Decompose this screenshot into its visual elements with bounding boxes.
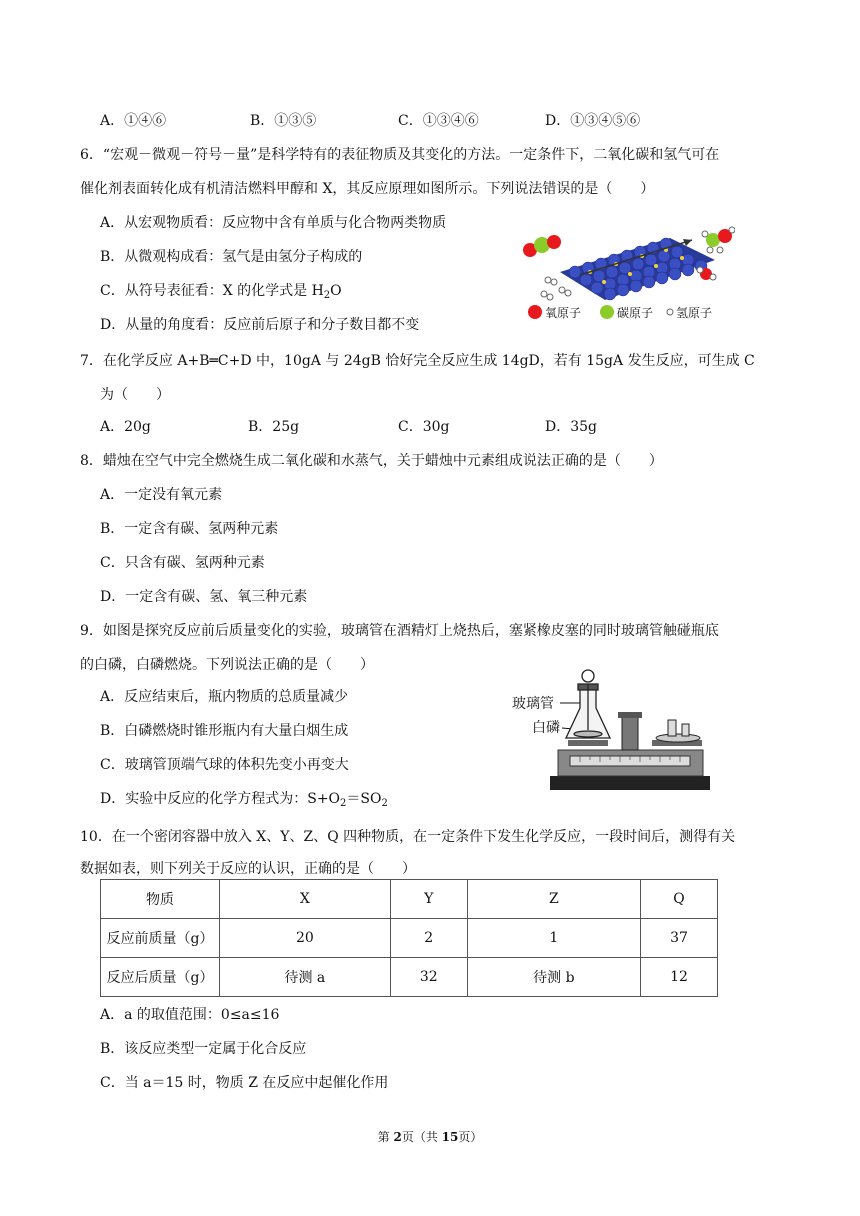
legend-hydrogen: 氢原子 [676,306,713,320]
q8-option-d: D．一定含有碳、氢、氧三种元素 [100,589,308,605]
label-white-phosphorus: 白磷 [532,720,560,736]
q8-stem: 8．蜡烛在空气中完全燃烧生成二氧化碳和水蒸气，关于蜡烛中元素组成说法正确的是（ ） [80,453,663,469]
q7-stem-line2: 为（ ） [100,387,170,403]
q9-option-d: D．实验中反应的化学方程式为：$S+O_2=SO_2$ [100,791,388,809]
q7-option-b: B．25g [248,419,300,435]
q9-option-c: C．玻璃管顶端气球的体积先变小再变大 [100,757,349,773]
q6-stem-line2: 催化剂表面转化成有机清洁燃料甲醇和 X，其反应原理如图所示。下列说法错误的是（ ） [80,181,655,197]
footer-suffix: 页） [458,1130,483,1144]
q6-option-b: B．从微观构成看：氢气是由氢分子构成的 [100,249,363,265]
table-cell: 32 [390,958,467,997]
q9-option-a: A．反应结束后，瓶内物质的总质量减少 [100,689,349,705]
footer-page-number: 2 [393,1130,402,1144]
q9-stem-line2: 的白磷，白磷燃烧。下列说法正确的是（ ） [80,657,374,673]
q9-option-b: B．白磷燃烧时锥形瓶内有大量白烟生成 [100,723,349,739]
q5-option-d: D．①③④⑤⑥ [545,113,641,129]
hydrogen-legend-icon [667,309,673,315]
methanol-molecule [702,227,735,253]
footer-total-pages: 15 [441,1130,459,1144]
q10-stem-line2: 数据如表，则下列关于反应的认识，正确的是（ ） [80,861,416,877]
oxygen-legend-icon [528,305,542,319]
legend-carbon: 碳原子 [617,306,654,320]
q10-option-c: C．当 a＝15 时，物质 Z 在反应中起催化作用 [100,1075,389,1091]
q6-option-c: C．从符号表征看：X 的化学式是 $H_2O$ [100,283,342,301]
q9-stem-line1: 9．如图是探究反应前后质量变化的实验，玻璃管在酒精灯上烧热后，塞紧橡皮塞的同时玻璃管触碰瓶底 [80,623,719,639]
weights [656,720,700,742]
q5-option-c: C．①③④⑥ [398,113,479,129]
water-molecule [697,267,716,280]
table-header-cell: 物质 [101,880,220,919]
table-cell: 待测 b [467,958,640,997]
q6-option-a: A．从宏观物质看：反应物中含有单质与化合物两类物质 [100,215,447,231]
table-header-cell: Y [390,880,467,919]
table-cell: 反应前质量（g） [101,919,220,958]
q7-option-c: C．30g [398,419,450,435]
table-header-cell: X [220,880,391,919]
q7-option-a: A．20g [100,419,151,435]
q5-option-a: A．①④⑥ [100,113,167,129]
carbon-legend-icon [600,305,614,319]
q10-option-b: B．该反应类型一定属于化合反应 [100,1041,307,1057]
table-cell: 1 [467,919,640,958]
q7-option-d: D．35g [545,419,598,435]
table-cell: 待测 a [220,958,391,997]
legend-oxygen: 氧原子 [545,306,582,320]
q9-balance-apparatus [510,668,715,793]
footer-prefix: 第 [377,1130,394,1144]
table-row [101,919,718,958]
atom-legend [528,305,712,320]
table-cell: 反应后质量（g） [101,958,220,997]
h2-molecules [541,277,571,300]
q8-option-a: A．一定没有氧元素 [100,487,223,503]
q8-option-b: B．一定含有碳、氢两种元素 [100,521,279,537]
q10-stem-line1: 10．在一个密闭容器中放入 X、Y、Z、Q 四种物质，在一定条件下发生化学反应，一段时间后，测得有关 [80,829,736,845]
table-row [101,958,718,997]
page-footer [0,1128,860,1145]
table-header-row [101,880,718,919]
conical-flask [566,670,610,738]
table-cell: 37 [641,919,718,958]
q8-option-c: C．只含有碳、氢两种元素 [100,555,265,571]
q10-data-table [100,879,718,997]
catalyst-surface [560,238,715,300]
q6-stem-line1: 6．“宏观－微观－符号－量”是科学特有的表征物质及其变化的方法。一定条件下，二氧化碳和氢气可在 [80,147,720,163]
table-cell: 12 [641,958,718,997]
q7-stem-line1: 7．在化学反应 A+B═C+D 中，10gA 与 24gB 恰好完全反应生成 14gD，若有 15gA 发生反应，可生成 C [80,353,755,369]
q6-option-d: D．从量的角度看：反应前后原子和分子数目都不变 [100,317,420,333]
q10-option-a: A．a 的取值范围：0≤a≤16 [100,1007,280,1023]
table-header-cell: Z [467,880,640,919]
label-glass-tube: 玻璃管 [512,696,554,712]
table-cell: 20 [220,919,391,958]
q6-reaction-diagram [520,220,735,330]
table-cell: 2 [390,919,467,958]
table-header-cell: Q [641,880,718,919]
q5-option-b: B．①③⑤ [250,113,317,129]
footer-middle: 页（共 [401,1130,442,1144]
co2-molecule [523,235,561,257]
